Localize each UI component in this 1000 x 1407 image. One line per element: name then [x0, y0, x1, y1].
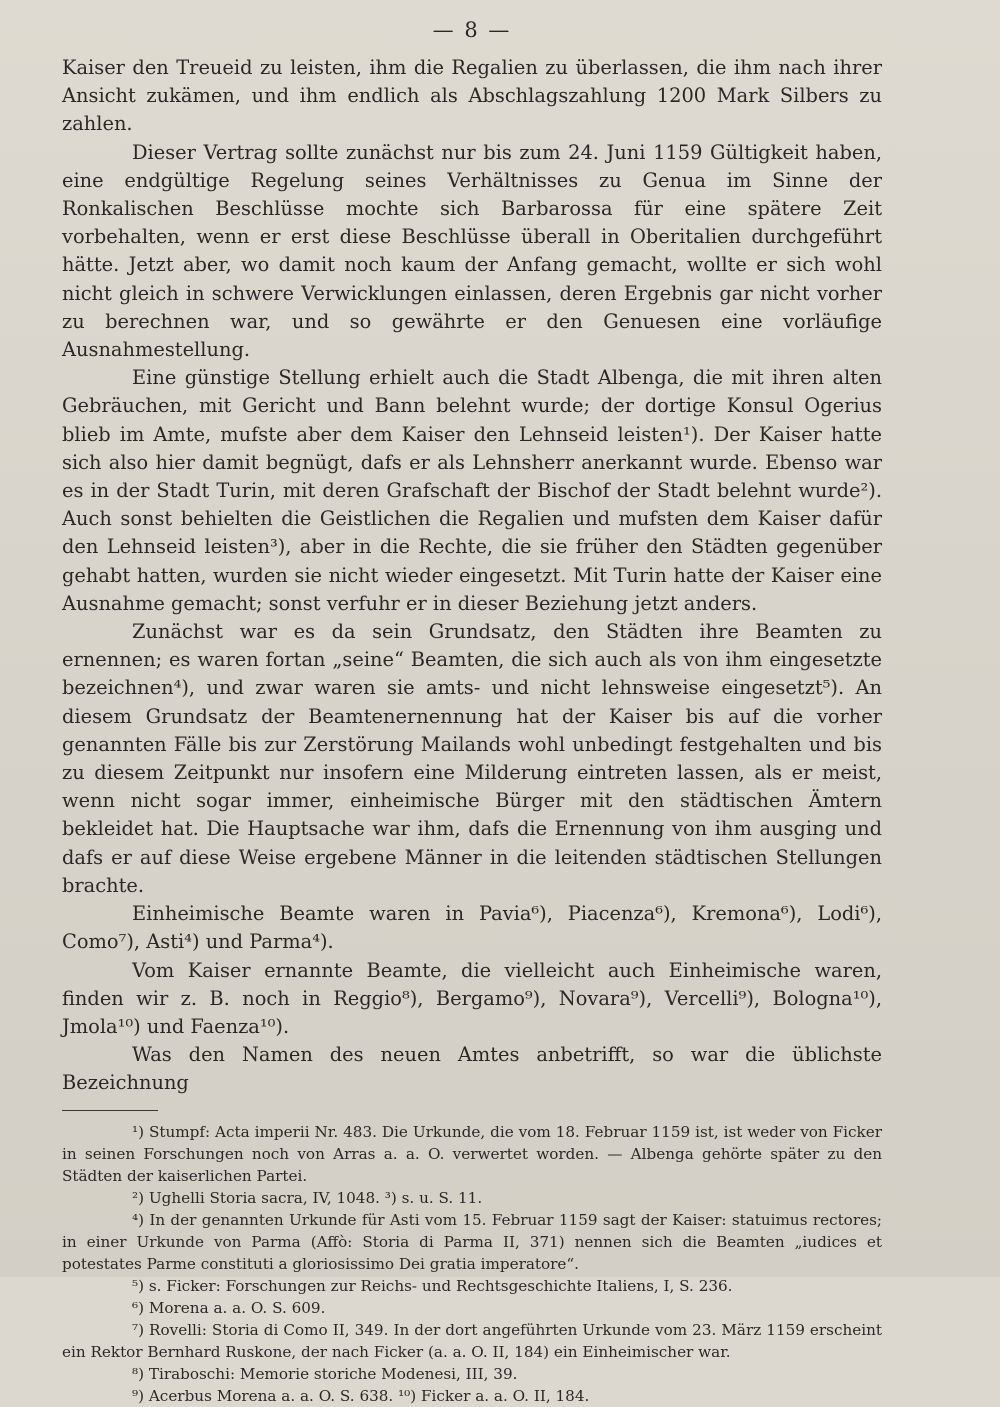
paragraph: Kaiser den Treueid zu leisten, ihm die Regalien zu überlassen, die ihm nach ihrer Ansicht zukämen, und ihm endlich als Abschlagszahlung 1200 Mark Silbers zu zahlen.: [62, 56, 882, 136]
footnote: ⁸) Tiraboschi: Memorie storiche Modenesi, III, 39.: [132, 1364, 518, 1383]
paragraph: Was den Namen des neuen Amtes anbetrifft, so war die üblichste Bezeichnung: [62, 1043, 882, 1095]
paragraph: Einheimische Beamte waren in Pavia⁶), Piacenza⁶), Kremona⁶), Lodi⁶), Como⁷), Asti⁴) und Parma⁴).: [62, 902, 882, 954]
footnote: ⁹) Acerbus Morena a. a. O. S. 638. ¹⁰) Ficker a. a. O. II, 184.: [132, 1386, 590, 1405]
main-text: [62, 54, 882, 1098]
footnote: ²) Ughelli Storia sacra, IV, 1048. ³) s. u. S. 11.: [132, 1188, 483, 1207]
footnotes: [62, 1121, 882, 1407]
footnote: ⁷) Rovelli: Storia di Como II, 349. In der dort angeführten Urkunde vom 23. März 1159 erscheint ein Rektor Bernhard Ruskone, der nach Ficker (a. a. O. II, 184) ein Einheimischer war.: [62, 1320, 882, 1361]
footnote: ⁵) s. Ficker: Forschungen zur Reichs- und Rechtsgeschichte Italiens, I, S. 236.: [132, 1276, 733, 1295]
paragraph: Eine günstige Stellung erhielt auch die Stadt Albenga, die mit ihren alten Gebräuchen, mit Gericht und Bann belehnt wurde; der dortige Konsul Ogerius blieb im Amte, mufste aber dem Kaiser den Lehnseid leisten¹). Der Kaiser hatte sich also hier damit begnügt, dafs er als Lehnsherr anerkannt wurde. Ebenso war es in der Stadt Turin, mit deren Grafschaft der Bischof der Stadt belehnt wurde²). Auch sonst behielten die Geistlichen die Regalien und mufsten dem Kaiser dafür den Lehnseid leisten³), aber in die Rechte, die sie früher den Städten gegenüber gehabt hatten, wurden sie nicht wieder eingesetzt. Mit Turin hatte der Kaiser eine Ausnahme gemacht; sonst verfuhr er in dieser Beziehung jetzt anders.: [62, 366, 882, 615]
paragraph: Dieser Vertrag sollte zunächst nur bis zum 24. Juni 1159 Gültigkeit haben, eine endgültige Regelung seines Verhältnisses zu Genua im Sinne der Ronkalischen Beschlüsse mochte sich Barbarossa für eine spätere Zeit vorbehalten, wenn er erst diese Beschlüsse überall in Oberitalien durchgeführt hätte. Jetzt aber, wo damit noch kaum der Anfang gemacht, wollte er sich wohl nicht gleich in schwere Verwicklungen einlassen, deren Ergebnis gar nicht vorher zu berechnen war, und so gewährte er den Genuesen eine vorläufige Ausnahmestellung.: [62, 140, 882, 362]
footnote: ¹) Stumpf: Acta imperii Nr. 483. Die Urkunde, die vom 18. Februar 1159 ist, ist weder von Ficker in seinen Forschungen noch von Arras a. a. O. verwertet worden. — Albenga gehörte später zu den Städten der kaiserlichen Partei.: [62, 1122, 882, 1185]
paragraph: Vom Kaiser ernannte Beamte, die vielleicht auch Einheimische waren, finden wir z. B. noch in Reggio⁸), Bergamo⁹), Novara⁹), Vercelli⁹), Bologna¹⁰), Jmola¹⁰) und Faenza¹⁰).: [62, 958, 882, 1038]
footnote-divider: [62, 1110, 158, 1111]
footnote: ⁶) Morena a. a. O. S. 609.: [132, 1298, 326, 1317]
page-number: — 8 —: [432, 18, 512, 42]
footnote: ⁴) In der genannten Urkunde für Asti vom 15. Februar 1159 sagt der Kaiser: statuimus rectores; in einer Urkunde von Parma (Affò: Storia di Parma II, 371) nennen sich die Beamten „iudices et potestates Parme constituti a gloriosissimo Dei gratia imperatore“.: [62, 1210, 882, 1273]
paragraph: Zunächst war es da sein Grundsatz, den Städten ihre Beamten zu ernennen; es waren fortan „seine“ Beamten, die sich auch als von ihm eingesetzte bezeichnen⁴), und zwar waren sie amts- und nicht lehnsweise eingesetzt⁵). An diesem Grundsatz der Beamtenernennung hat der Kaiser bis auf die vorher genannten Fälle bis zur Zerstörung Mailands wohl unbedingt festgehalten und bis zu diesem Zeitpunkt nur insofern eine Milderung eintreten lassen, als er meist, wenn nicht sogar immer, einheimische Bürger mit den städtischen Ämtern bekleidet hat. Die Hauptsache war ihm, dafs die Ernennung von ihm ausging und dafs er auf diese Weise ergebene Männer in die leitenden städtischen Stellungen brachte.: [62, 620, 882, 897]
